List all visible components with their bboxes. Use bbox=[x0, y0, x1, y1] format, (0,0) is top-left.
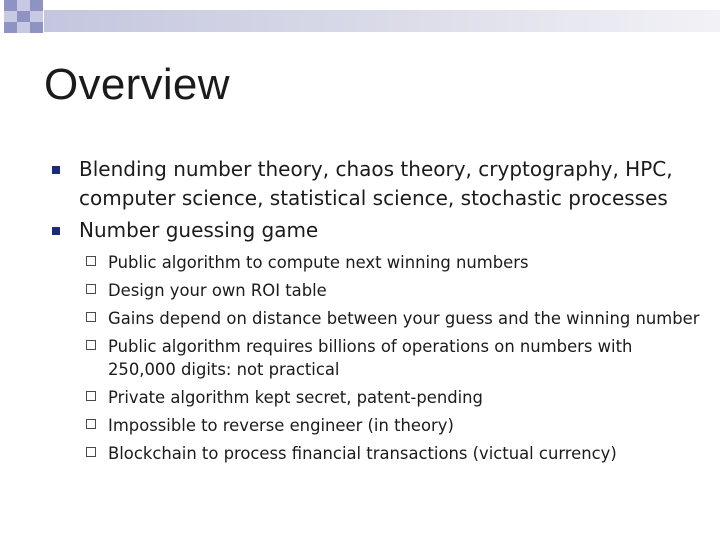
sub-bullet-item bbox=[0, 442, 720, 465]
hollow-square-icon bbox=[86, 284, 96, 294]
sub-bullet-text: Design your own ROI table bbox=[108, 281, 327, 300]
decor-square bbox=[17, 11, 30, 22]
decor-square bbox=[17, 0, 30, 11]
bullet-text: Number guessing game bbox=[79, 218, 319, 242]
bullet-item bbox=[0, 155, 720, 213]
decor-square bbox=[4, 0, 17, 11]
sub-bullet-item bbox=[0, 414, 720, 437]
sub-bullet-item bbox=[0, 251, 720, 274]
filled-square-icon bbox=[52, 227, 60, 235]
hollow-square-icon bbox=[86, 447, 96, 457]
bullet-list bbox=[0, 155, 720, 465]
bullet-item bbox=[0, 216, 720, 245]
decor-square bbox=[30, 11, 43, 22]
sub-bullet-item bbox=[0, 307, 720, 330]
hollow-square-icon bbox=[86, 340, 96, 350]
sub-bullet-text: Public algorithm requires billions of operations on numbers with 250,000 digits: not practical bbox=[108, 337, 633, 379]
decor-square bbox=[17, 22, 30, 33]
hollow-square-icon bbox=[86, 256, 96, 266]
hollow-square-icon bbox=[86, 419, 96, 429]
sub-bullet-text: Gains depend on distance between your guess and the winning number bbox=[108, 309, 700, 328]
sub-bullet-text: Private algorithm kept secret, patent-pending bbox=[108, 388, 483, 407]
decor-square bbox=[4, 11, 17, 22]
decor-square bbox=[30, 0, 43, 11]
filled-square-icon bbox=[52, 166, 60, 174]
decor-square bbox=[30, 22, 43, 33]
sub-bullet-item bbox=[0, 279, 720, 302]
sub-bullet-item bbox=[0, 386, 720, 409]
bullet-text: Blending number theory, chaos theory, cryptography, HPC, computer science, statistical science, stochastic processes bbox=[79, 157, 673, 210]
sub-bullet-text: Blockchain to process financial transactions (victual currency) bbox=[108, 444, 617, 463]
sub-bullet-item bbox=[0, 335, 720, 381]
sub-bullet-text: Impossible to reverse engineer (in theory) bbox=[108, 416, 454, 435]
header-rule bbox=[44, 10, 720, 32]
hollow-square-icon bbox=[86, 391, 96, 401]
sub-bullet-text: Public algorithm to compute next winning numbers bbox=[108, 253, 529, 272]
hollow-square-icon bbox=[86, 312, 96, 322]
slide-title: Overview bbox=[44, 60, 230, 109]
decor-square bbox=[4, 22, 17, 33]
